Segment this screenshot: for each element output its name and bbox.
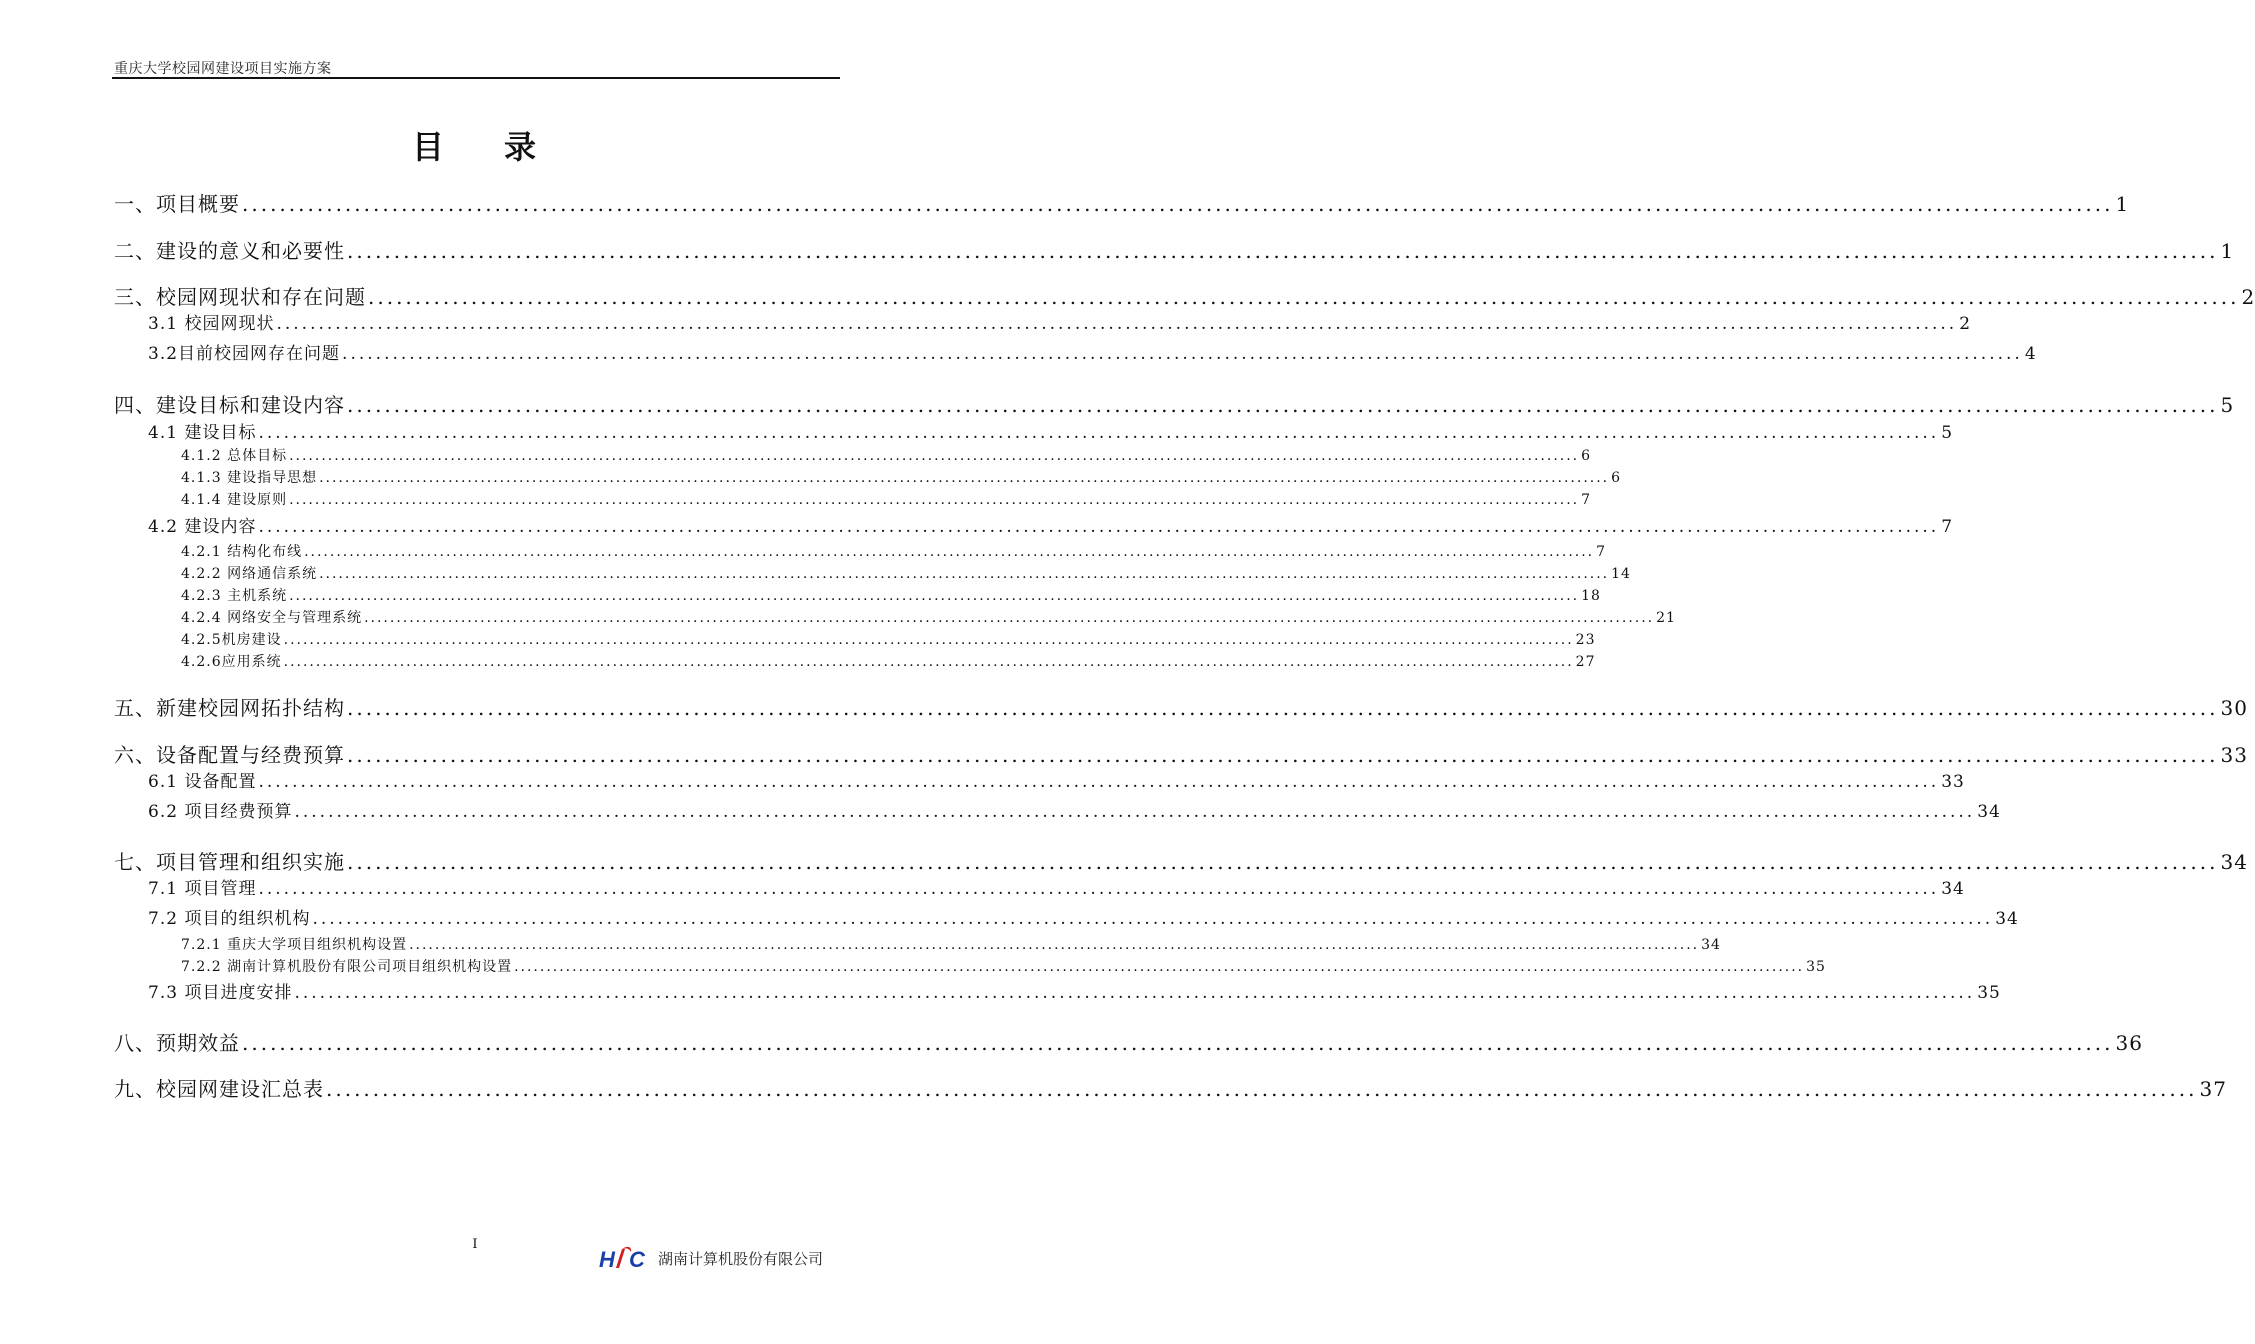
- toc-entry-page: 36: [2115, 1031, 2143, 1055]
- toc-entry-page: 2: [2241, 285, 2255, 309]
- toc-entry-page: 14: [1611, 566, 1631, 582]
- toc-entry-text: 7.1 项目管理: [148, 879, 257, 899]
- toc-entry-page: 5: [1941, 423, 1954, 443]
- toc-entry-page: 1: [2220, 239, 2235, 263]
- toc-entry-text: 4.1.2 总体目标: [181, 448, 288, 464]
- toc-entry-text: 4.2.5机房建设: [181, 632, 282, 648]
- toc-leader: ........................................................................................................................................................................................................: [326, 1077, 2198, 1101]
- toc-entry-text: 九、校园网建设汇总表: [114, 1077, 324, 1101]
- toc-leader: ........................................................................................................................................................................................................: [347, 393, 2219, 417]
- toc-entry-page: 33: [1941, 772, 1965, 792]
- toc-entry[interactable]: [114, 739, 2248, 768]
- toc-entry-text: 4.1.4 建设原则: [181, 492, 288, 508]
- toc-entry[interactable]: [148, 978, 2001, 1003]
- toc-title: [0, 122, 950, 168]
- toc-entry-page: 21: [1656, 610, 1676, 626]
- toc-entry-page: 30: [2220, 696, 2248, 720]
- toc-leader: ........................................................................................................................................................................................................: [289, 492, 1580, 508]
- svg-text:H: H: [599, 1247, 615, 1272]
- toc-entry-text: 3.1 校园网现状: [148, 314, 275, 334]
- toc-entry-text: 4.2.3 主机系统: [181, 588, 288, 604]
- toc-entry[interactable]: [114, 235, 2235, 264]
- toc-entry[interactable]: [148, 418, 1954, 443]
- toc-entry-text: 3.2目前校园网存在问题: [148, 344, 341, 364]
- toc-entry-page: 33: [2220, 743, 2248, 767]
- toc-entry[interactable]: [181, 956, 1826, 976]
- toc-entry-page: 23: [1575, 632, 1596, 648]
- toc-entry-text: 7.2.1 重庆大学项目组织机构设置: [181, 937, 408, 953]
- toc-leader: ........................................................................................................................................................................................................: [283, 654, 1574, 670]
- toc-leader: ........................................................................................................................................................................................................: [289, 588, 1580, 604]
- toc-leader: ........................................................................................................................................................................................................: [514, 959, 1805, 975]
- toc-entry-text: 4.1.3 建设指导思想: [181, 470, 318, 486]
- toc-entry-page: 2: [1959, 314, 1972, 334]
- toc-entry[interactable]: [148, 339, 2037, 364]
- toc-entry[interactable]: [148, 797, 2001, 822]
- toc-entry-page: 27: [1575, 654, 1596, 670]
- toc-leader: ........................................................................................................................................................................................................: [368, 285, 2240, 309]
- toc-entry-text: 二、建设的意义和必要性: [114, 239, 345, 263]
- toc-entry[interactable]: [114, 1073, 2227, 1102]
- toc-entry-text: 4.2.4 网络安全与管理系统: [181, 610, 363, 626]
- toc-entry-page: 34: [1995, 909, 2019, 929]
- toc-entry-text: 五、新建校园网拓扑结构: [114, 696, 345, 720]
- toc-entry[interactable]: [148, 512, 1954, 537]
- toc-entry[interactable]: [181, 934, 1721, 954]
- toc-entry[interactable]: [148, 904, 2019, 929]
- toc-entry[interactable]: [114, 281, 2255, 310]
- toc-leader: ........................................................................................................................................................................................................: [258, 879, 1940, 899]
- toc-entry-text: 4.2.6应用系统: [181, 654, 282, 670]
- toc-leader: ........................................................................................................................................................................................................: [347, 696, 2219, 720]
- toc-leader: ........................................................................................................................................................................................................: [283, 632, 1574, 648]
- toc-entry-page: 1: [2115, 192, 2130, 216]
- toc-entry[interactable]: [181, 585, 1601, 605]
- toc-leader: ........................................................................................................................................................................................................: [258, 423, 1940, 443]
- toc-entry-text: 6.2 项目经费预算: [148, 802, 293, 822]
- toc-leader: ........................................................................................................................................................................................................: [319, 470, 1610, 486]
- toc-entry[interactable]: [181, 607, 1676, 627]
- toc-title-right: 录: [504, 128, 539, 166]
- toc-entry-page: 35: [1977, 983, 2001, 1003]
- toc-entry-text: 4.1 建设目标: [148, 423, 257, 443]
- toc-entry-text: 七、项目管理和组织实施: [114, 850, 345, 874]
- company-name: 湖南计算机股份有限公司: [658, 1250, 824, 1268]
- hcc-logo-icon: [598, 1243, 654, 1273]
- toc-entry[interactable]: [181, 445, 1592, 465]
- toc-entry-text: 4.2 建设内容: [148, 517, 257, 537]
- toc-entry-text: 7.3 项目进度安排: [148, 983, 293, 1003]
- svg-text:C: C: [629, 1247, 645, 1272]
- toc-entry[interactable]: [114, 389, 2235, 418]
- toc-entry-page: 34: [1977, 802, 2001, 822]
- toc-entry[interactable]: [181, 467, 1622, 487]
- toc-entry-page: 18: [1581, 588, 1601, 604]
- toc-leader: ........................................................................................................................................................................................................: [242, 192, 2114, 216]
- toc-leader: ........................................................................................................................................................................................................: [347, 850, 2219, 874]
- toc-leader: ........................................................................................................................................................................................................: [347, 239, 2219, 263]
- toc-leader: ........................................................................................................................................................................................................: [364, 610, 1655, 626]
- toc-leader: ........................................................................................................................................................................................................: [312, 909, 1994, 929]
- toc-entry-page: 7: [1596, 544, 1607, 560]
- toc-leader: ........................................................................................................................................................................................................: [342, 344, 2023, 364]
- toc-title-left: 目: [411, 128, 446, 166]
- toc-entry[interactable]: [114, 692, 2248, 721]
- toc-leader: ........................................................................................................................................................................................................: [258, 517, 1940, 537]
- toc-entry-text: 7.2 项目的组织机构: [148, 909, 311, 929]
- toc-entry-page: 5: [2220, 393, 2235, 417]
- toc-entry-text: 4.2.2 网络通信系统: [181, 566, 318, 582]
- toc-entry-page: 6: [1581, 448, 1592, 464]
- toc-entry-text: 四、建设目标和建设内容: [114, 393, 345, 417]
- toc-entry-text: 一、项目概要: [114, 192, 240, 216]
- toc-entry[interactable]: [181, 489, 1592, 509]
- toc-leader: ........................................................................................................................................................................................................: [289, 448, 1580, 464]
- toc-entry-text: 八、预期效益: [114, 1031, 240, 1055]
- toc-entry-text: 4.2.1 结构化布线: [181, 544, 303, 560]
- toc-leader: ........................................................................................................................................................................................................: [409, 937, 1700, 953]
- toc-entry[interactable]: [114, 188, 2130, 217]
- toc-entry-page: 7: [1581, 492, 1592, 508]
- toc-entry-text: 6.1 设备配置: [148, 772, 257, 792]
- toc-entry-page: 7: [1941, 517, 1954, 537]
- toc-entry[interactable]: [181, 651, 1596, 671]
- toc-entry-text: 六、设备配置与经费预算: [114, 743, 345, 767]
- page-number: I: [472, 1237, 478, 1252]
- toc-entry-text: 三、校园网现状和存在问题: [114, 285, 366, 309]
- toc-entry[interactable]: [114, 1027, 2143, 1056]
- toc-leader: ........................................................................................................................................................................................................: [294, 802, 1976, 822]
- toc-leader: ........................................................................................................................................................................................................: [276, 314, 1958, 334]
- toc-entry-page: 34: [2220, 850, 2248, 874]
- toc-entry[interactable]: [148, 874, 1965, 899]
- header-divider: [112, 77, 840, 79]
- toc-entry-page: 4: [2024, 344, 2037, 364]
- toc-entry[interactable]: [181, 629, 1596, 649]
- toc-entry[interactable]: [148, 767, 1965, 792]
- running-header: 重庆大学校园网建设项目实施方案: [114, 61, 332, 77]
- toc-entry[interactable]: [148, 309, 1972, 334]
- toc-leader: ........................................................................................................................................................................................................: [258, 772, 1940, 792]
- toc-leader: ........................................................................................................................................................................................................: [347, 743, 2219, 767]
- toc-leader: ........................................................................................................................................................................................................: [242, 1031, 2114, 1055]
- toc-entry[interactable]: [181, 541, 1607, 561]
- toc-entry-page: 37: [2199, 1077, 2227, 1101]
- toc-entry-page: 34: [1701, 937, 1721, 953]
- toc-leader: ........................................................................................................................................................................................................: [294, 983, 1976, 1003]
- toc-entry[interactable]: [181, 563, 1631, 583]
- toc-entry-page: 35: [1806, 959, 1826, 975]
- toc-entry-page: 34: [1941, 879, 1965, 899]
- toc-entry-text: 7.2.2 湖南计算机股份有限公司项目组织机构设置: [181, 959, 513, 975]
- toc-leader: ........................................................................................................................................................................................................: [319, 566, 1610, 582]
- toc-leader: ........................................................................................................................................................................................................: [304, 544, 1595, 560]
- toc-entry[interactable]: [114, 846, 2248, 875]
- toc-entry-page: 6: [1611, 470, 1622, 486]
